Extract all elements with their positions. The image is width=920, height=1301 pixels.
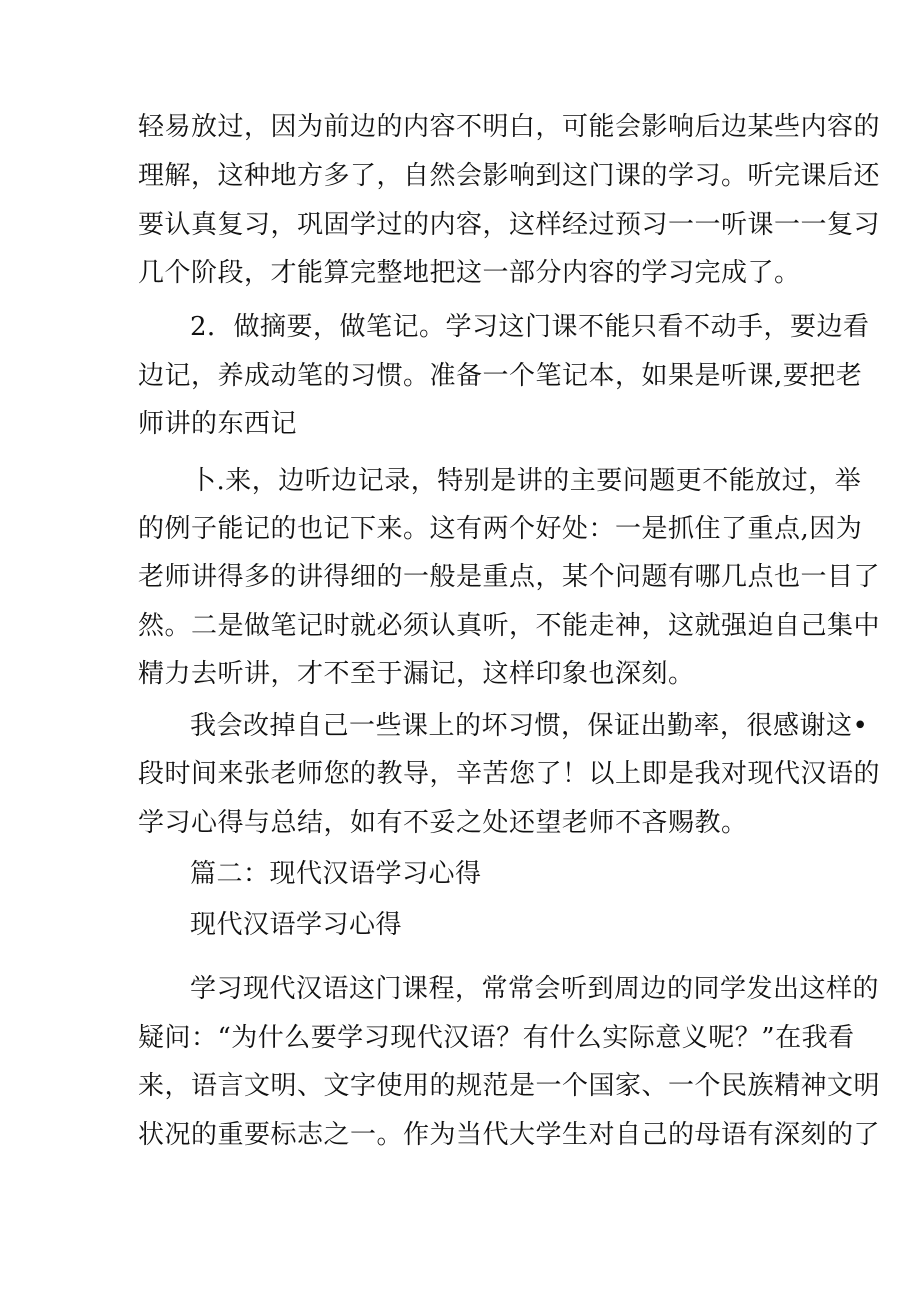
text-line: 老师讲得多的讲得细的一般是重点，某个问题有哪几点也一目了 — [138, 562, 881, 592]
text-line: 疑问：“为什么要学习现代汉语？有什么实际意义呢？”在我看 — [138, 1023, 855, 1053]
text-line: 理解，这种地方多了，自然会影响到这门课的学习。听完课后还 — [138, 161, 881, 191]
text-line: 轻易放过，因为前边的内容不明白，可能会影响后边某些内容的 — [138, 112, 881, 142]
text-line: 几个阶段，才能算完整地把这一部分内容的学习完成了。 — [138, 258, 801, 288]
text-line: 要认真复习，巩固学过的内容，这样经过预习一一听课一一复习 — [138, 210, 881, 240]
text-line: 学习现代汉语这门课程，常常会听到周边的同学发出这样的 — [190, 974, 880, 1004]
text-line: 边记，养成动笔的习惯。准备一个笔记本，如果是听课,要把老 — [138, 361, 863, 391]
text-line: 卜.来，边听边记录，特别是讲的主要问题更不能放过，举 — [190, 466, 862, 496]
text-line: 我会改掉自己一些课上的坏习惯，保证出勤率，很感谢这• — [190, 711, 869, 741]
text-line: 状况的重要标志之一。作为当代大学生对自己的母语有深刻的了 — [138, 1120, 881, 1150]
text-line: 然。二是做笔记时就必须认真听，不能走神，这就强迫自己集中 — [138, 611, 881, 641]
text-line: 的例子能记的也记下来。这有两个好处：一是抓住了重点,因为 — [138, 514, 863, 544]
section-heading: 篇二：现代汉语学习心得 — [190, 859, 482, 889]
text-line: 2．做摘要，做笔记。学习这门课不能只看不动手，要边看 — [190, 312, 870, 342]
text-line: 精力去听讲，才不至于漏记，这样印象也深刻。 — [138, 659, 695, 689]
text-line: 学习心得与总结，如有不妥之处还望老师不吝赐教。 — [138, 808, 748, 838]
text-line: 来，语言文明、文字使用的规范是一个国家、一个民族精神文明 — [138, 1071, 881, 1101]
section-title: 现代汉语学习心得 — [190, 910, 403, 940]
text-line: 师讲的东西记 — [138, 409, 298, 439]
text-line: 段时间来张老师您的教导，辛苦您了！以上即是我对现代汉语的 — [138, 759, 881, 789]
